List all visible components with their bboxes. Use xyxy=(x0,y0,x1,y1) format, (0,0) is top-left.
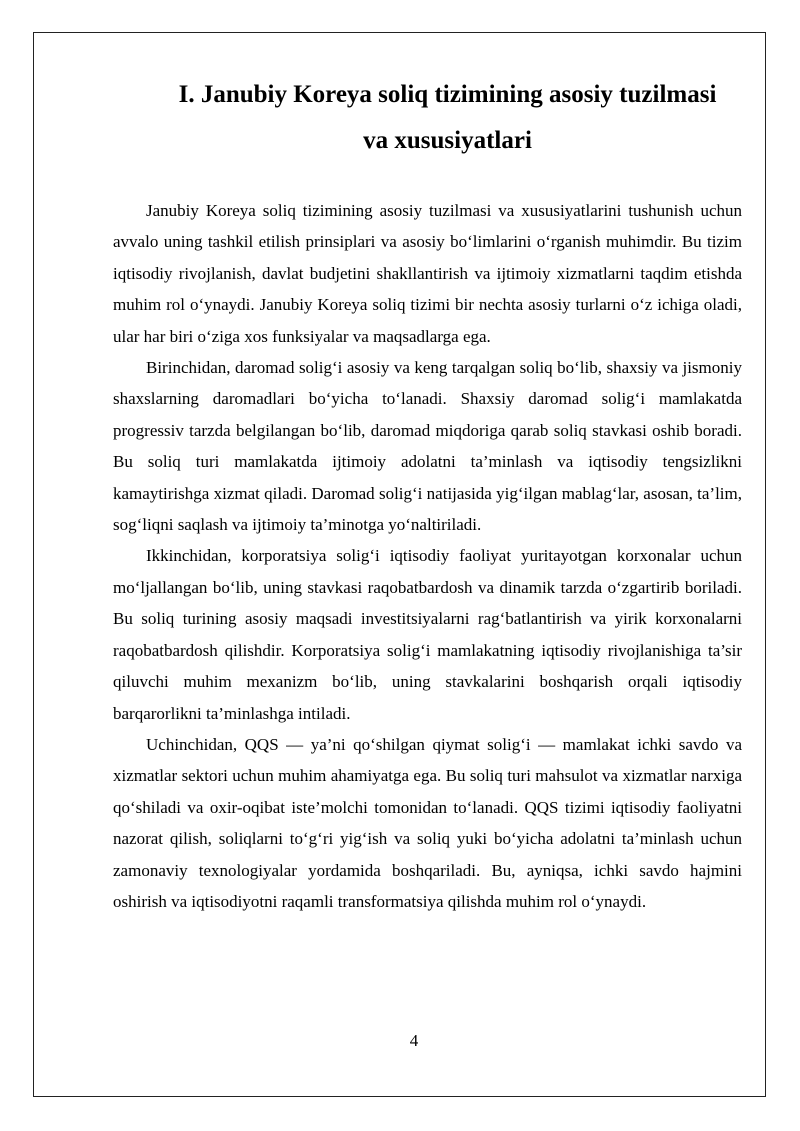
title-line-2: va xususiyatlari xyxy=(363,127,532,154)
paragraph-list xyxy=(113,195,742,917)
title-line-1: I. Janubiy Koreya soliq tizimining asosiy tuzilmasi xyxy=(178,81,717,108)
page-number: 4 xyxy=(409,1031,419,1050)
paragraph-income-tax: Birinchidan, daromad solig‘i asosiy va keng tarqalgan soliq bo‘lib, shaxsiy va jismoniy shaxslarning daromadlari bo‘yicha to‘lanadi. Shaxsiy daromad solig‘i mamlakatda progressiv tarzda belgilangan bo‘lib, daromad miqdoriga qarab soliq stavkasi oshib boradi. Bu soliq turi mamlakatda ijtimoiy adolatni ta’minlash va iqtisodiy tengsizlikni kamaytirishga xizmat qiladi. Daromad solig‘i natijasida yig‘ilgan mablag‘lar, asosan, ta’lim, sog‘liqni saqlash va ijtimoiy ta’minotga yo‘naltiriladi. xyxy=(113,358,742,535)
section-title xyxy=(113,72,742,164)
paragraph-vat: Uchinchidan, QQS — ya’ni qo‘shilgan qiymat solig‘i — mamlakat ichki savdo va xizmatlar sektori uchun muhim ahamiyatga ega. Bu soliq turi mahsulot va xizmatlar narxiga qo‘shiladi va oxir-oqibat iste’molchi tomonidan to‘lanadi. QQS tizimi iqtisodiy faoliyatni nazorat qilish, soliqlarni to‘g‘ri yig‘ish va soliq yuki bo‘yicha adolatni ta’minlash uchun zamonaviy texnologiyalar yordamida boshqariladi. Bu, ayniqsa, ichki savdo hajmini oshirish va iqtisodiyotni raqamli transformatsiya qilishda muhim rol o‘ynaydi. xyxy=(113,734,742,911)
paragraph-intro: Janubiy Koreya soliq tizimining asosiy tuzilmasi va xususiyatlarini tushunish uchun avvalo uning tashkil etilish prinsiplari va asosiy bo‘limlarini o‘rganish muhimdir. Bu tizim iqtisodiy rivojlanish, davlat budjetini shakllantirish va ijtimoiy xizmatlarni taqdim etishda muhim rol o‘ynaydi. Janubiy Koreya soliq tizimi bir nechta asosiy turlarni o‘z ichiga oladi, ular har biri o‘ziga xos funksiyalar va maqsadlarga ega. xyxy=(113,201,742,346)
document-body xyxy=(113,72,742,917)
paragraph-corporate-tax: Ikkinchidan, korporatsiya solig‘i iqtisodiy faoliyat yuritayotgan korxonalar uchun mo‘ljallangan bo‘lib, uning stavkasi raqobatbardosh va dinamik tarzda o‘zgartirib boriladi. Bu soliq turining asosiy maqsadi investitsiyalarni rag‘batlantirish va yirik korxonalarni raqobatbardosh qilishdir. Korporatsiya solig‘i mamlakatning iqtisodiy rivojlanishiga ta’sir qiluvchi muhim mexanizm bo‘lib, uning stavkalarini boshqarish orqali iqtisodiy barqarorlikni ta’minlashga intiladi. xyxy=(113,546,742,723)
